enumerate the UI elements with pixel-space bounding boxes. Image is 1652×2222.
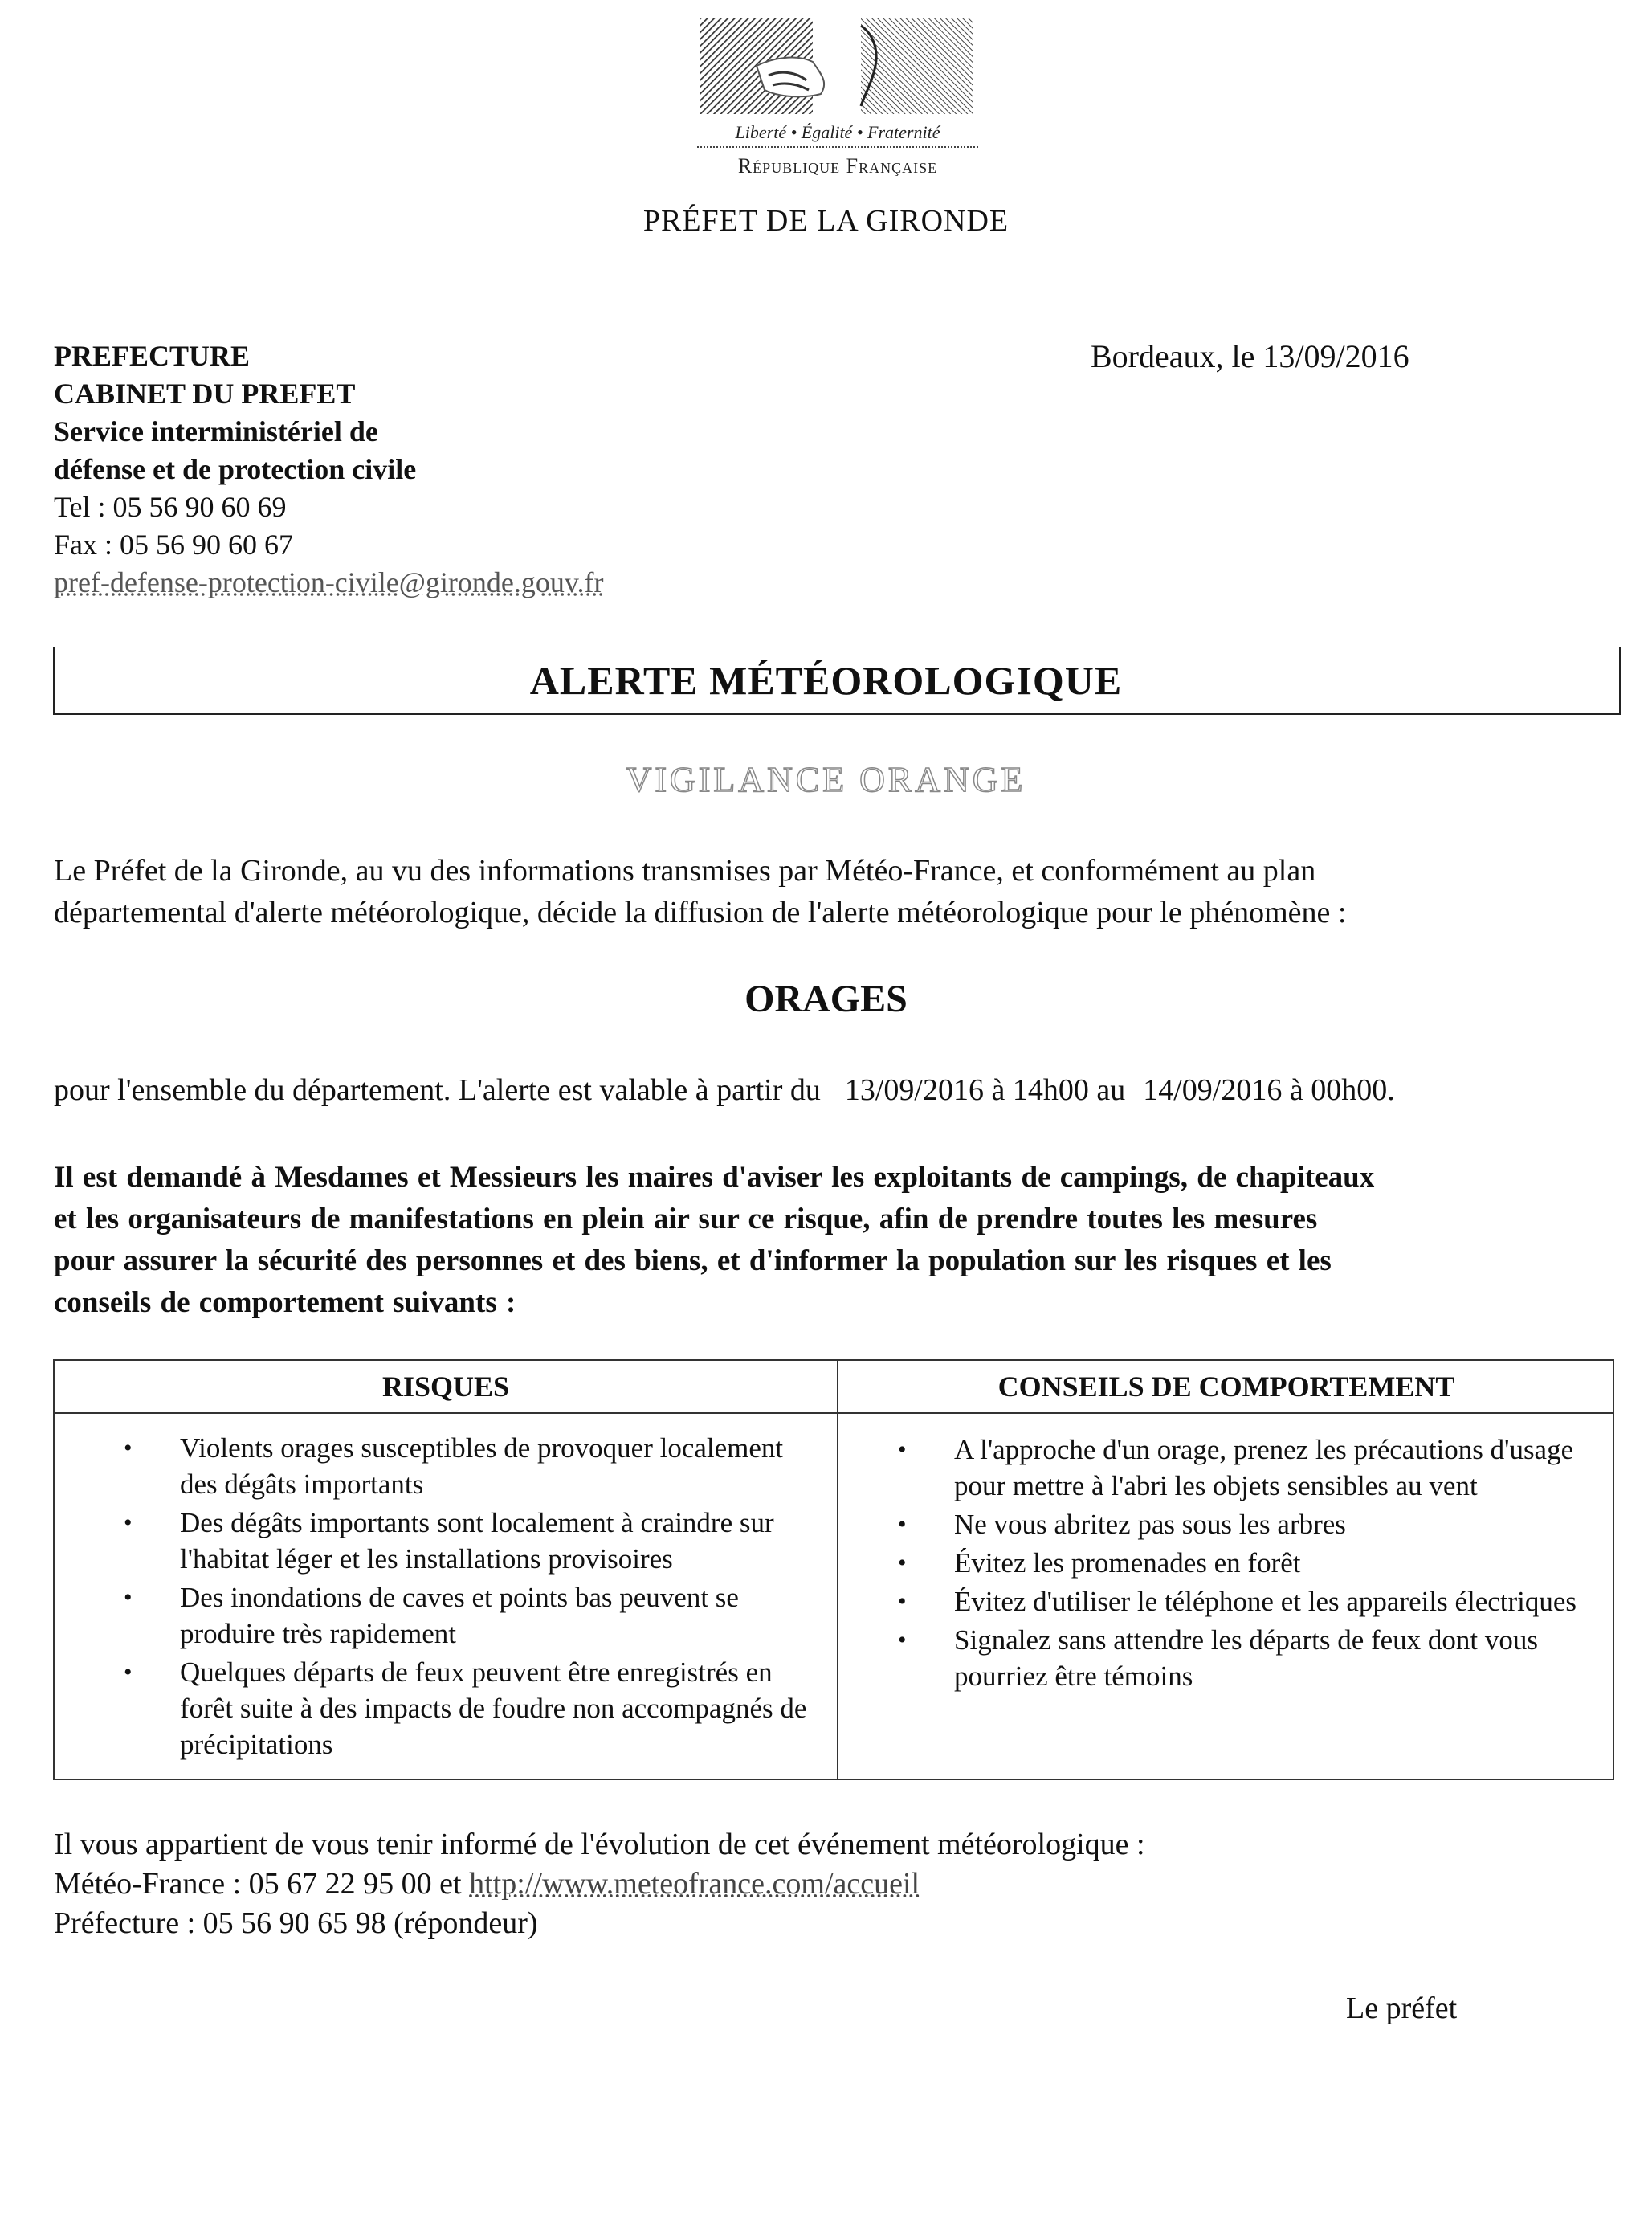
table-header-divider <box>55 1412 1613 1414</box>
signature: Le préfet <box>1346 1991 1458 2025</box>
conseil-text: Signalez sans attendre les départs de feux dont vous pourriez être témoins <box>954 1624 1539 1692</box>
conseil-text: Évitez d'utiliser le téléphone et les appareils électriques <box>954 1586 1577 1617</box>
sender-email-link[interactable]: pref-defense-protection-civile@gironde.gouv.fr <box>54 566 604 598</box>
prefet-title: PRÉFET DE LA GIRONDE <box>642 204 1010 238</box>
sender-block <box>54 337 777 602</box>
sender-line-service: Service interministériel de <box>54 415 378 447</box>
list-item <box>898 1583 1597 1620</box>
conseil-text: Évitez les promenades en forêt <box>954 1547 1301 1579</box>
vigilance-level: VIGILANCE ORANGE <box>626 760 1026 799</box>
table-header-conseils: CONSEILS DE COMPORTEMENT <box>997 1370 1455 1403</box>
risque-text: Quelques départs de feux peuvent être enregistrés en forêt suite à des impacts de foudre non accompagnés de précipitations <box>180 1656 807 1760</box>
info-line: Il vous appartient de vous tenir informé de l'évolution de cet événement météorologique : <box>54 1828 1145 1861</box>
risks-advice-table <box>53 1359 1614 1780</box>
risque-text: Violents orages susceptibles de provoquer localement des dégâts importants <box>180 1432 784 1500</box>
validity-line <box>54 1072 1652 1108</box>
table-column-divider <box>837 1361 838 1779</box>
sender-line-prefecture: PREFECTURE <box>54 340 251 372</box>
conseils-list <box>898 1432 1597 1697</box>
sender-fax: Fax : 05 56 90 60 67 <box>54 529 294 561</box>
validity-start: 13/09/2016 à 14h00 au <box>844 1073 1126 1107</box>
document-date: Bordeaux, le 13/09/2016 <box>1091 338 1409 374</box>
bullet-icon: • <box>898 1588 907 1615</box>
bullet-icon: • <box>124 1435 133 1461</box>
info-block <box>54 1825 1580 1943</box>
phenomenon-title: ORAGES <box>744 978 908 1020</box>
sender-line-cabinet: CABINET DU PREFET <box>54 378 356 410</box>
meteo-link[interactable]: http://www.meteofrance.com/accueil <box>469 1867 920 1901</box>
list-item <box>124 1430 814 1502</box>
conseil-text: A l'approche d'un orage, prenez les précautions d'usage pour mettre à l'abri les objets sensibles au vent <box>954 1434 1574 1501</box>
validity-end: 14/09/2016 à 00h00. <box>1143 1073 1395 1107</box>
validity-prefix: pour l'ensemble du département. L'alerte est valable à partir du <box>54 1073 821 1107</box>
risques-list <box>124 1430 814 1765</box>
request-paragraph <box>54 1157 1616 1324</box>
meteo-contact <box>54 1865 1580 1904</box>
list-item <box>898 1622 1597 1694</box>
list-item <box>124 1579 814 1652</box>
list-item <box>124 1654 814 1762</box>
risque-text: Des inondations de caves et points bas peuvent se produire très rapidement <box>180 1582 739 1649</box>
intro-line: Le Préfet de la Gironde, au vu des informations transmises par Météo-France, et conformément au plan <box>54 854 1316 888</box>
list-item <box>898 1506 1597 1542</box>
sender-tel: Tel : 05 56 90 60 69 <box>54 491 287 523</box>
republic-motto: Liberté • Égalité • Fraternité <box>697 122 978 148</box>
sender-line-defense: défense et de protection civile <box>54 453 417 485</box>
bullet-icon: • <box>898 1436 907 1463</box>
bullet-icon: • <box>124 1584 133 1611</box>
list-item <box>124 1505 814 1577</box>
meteo-phone: Météo-France : 05 67 22 95 00 et <box>54 1867 462 1901</box>
list-item <box>898 1545 1597 1581</box>
bullet-icon: • <box>124 1659 133 1685</box>
intro-line: départemental d'alerte météorologique, décide la diffusion de l'alerte météorologique pour le phénomène : <box>54 896 1347 929</box>
bullet-icon: • <box>898 1627 907 1653</box>
bullet-icon: • <box>898 1511 907 1538</box>
list-item <box>898 1432 1597 1504</box>
republic-name: République Française <box>737 154 938 178</box>
risque-text: Des dégâts importants sont localement à craindre sur l'habitat léger et les installations provisoires <box>180 1507 774 1575</box>
republique-logo <box>697 18 978 178</box>
request-line: conseils de comportement suivants : <box>54 1286 516 1319</box>
marianne-logo-icon <box>700 18 973 118</box>
request-line: et les organisateurs de manifestations en plein air sur ce risque, afin de prendre toutes les mesures <box>54 1203 1318 1236</box>
table-header-risques: RISQUES <box>381 1370 510 1403</box>
conseil-text: Ne vous abritez pas sous les arbres <box>954 1509 1346 1540</box>
alert-title: ALERTE MÉTÉOROLOGIQUE <box>529 658 1123 703</box>
bullet-icon: • <box>124 1509 133 1536</box>
bullet-icon: • <box>898 1550 907 1576</box>
request-line: Il est demandé à Mesdames et Messieurs les maires d'aviser les exploitants de campings, de chapiteaux <box>54 1161 1375 1194</box>
prefecture-contact: Préfecture : 05 56 90 65 98 (répondeur) <box>54 1906 538 1940</box>
intro-paragraph <box>54 850 1620 933</box>
request-line: pour assurer la sécurité des personnes et des biens, et d'informer la population sur les risques et les <box>54 1244 1332 1277</box>
